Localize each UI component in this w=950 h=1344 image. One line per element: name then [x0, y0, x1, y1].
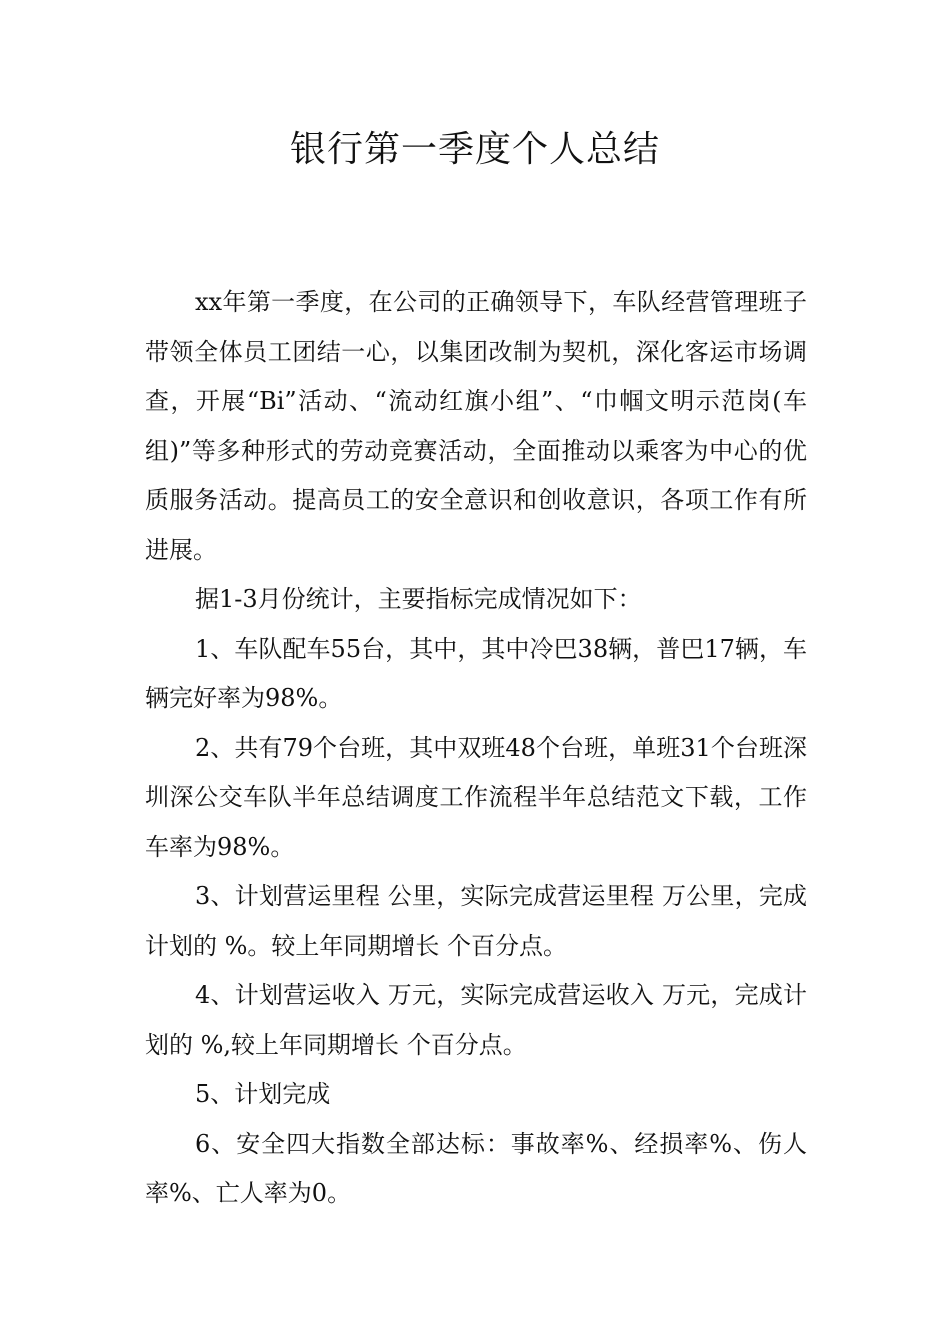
paragraph-statistics-lead: 据1-3月份统计，主要指标完成情况如下：: [195, 585, 642, 613]
document-title: 银行第一季度个人总结: [289, 129, 660, 170]
paragraph-item-5: 5、计划完成: [195, 1080, 331, 1108]
paragraph-item-6: 6、安全四大指数全部达标：事故率%、经损率%、伤人率%、亡人率为0。: [145, 1129, 807, 1207]
paragraph-item-3: 3、计划营运里程 公里，实际完成营运里程 万公里，完成计划的 %。较上年同期增长 个百分点。: [145, 882, 807, 960]
paragraph-item-1: 1、车队配车55台，其中，其中冷巴38辆，普巴17辆，车辆完好率为98%。: [145, 634, 807, 712]
paragraph-item-2: 2、共有79个台班，其中双班48个台班，单班31个台班深圳深公交车队半年总结调度工作流程半年总结范文下载，工作车率为98%。: [145, 733, 807, 861]
document-body: [145, 278, 807, 1219]
paragraph-item-4: 4、计划营运收入 万元，实际完成营运收入 万元，完成计划的 %,较上年同期增长 个百分点。: [145, 981, 807, 1059]
paragraph-intro: xx年第一季度，在公司的正确领导下，车队经营管理班子带领全体员工团结一心，以集团改制为契机，深化客运市场调查，开展“Bi”活动、“流动红旗小组”、“巾帼文明示范岗(车组)”等多种形式的劳动竞赛活动，全面推动以乘客为中心的优质服务活动。提高员工的安全意识和创收意识，各项工作有所进展。: [145, 288, 807, 564]
